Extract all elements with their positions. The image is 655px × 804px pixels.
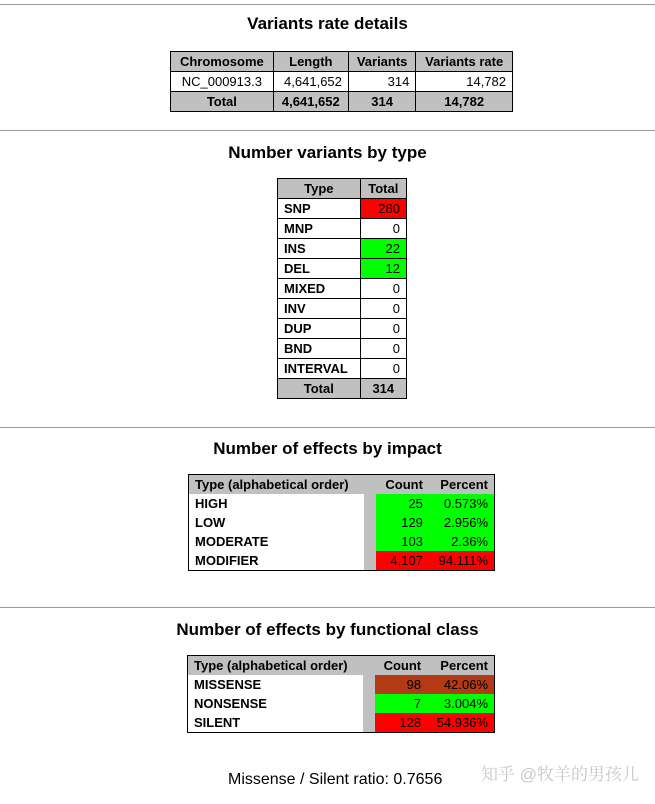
spacer [363, 713, 375, 733]
total-cell: 280 [360, 199, 406, 219]
type-cell: MODIFIER [195, 553, 259, 568]
spacer [364, 513, 376, 532]
table-row [278, 319, 407, 339]
header-count: Count [375, 656, 427, 676]
cell-length: 4,641,652 [273, 72, 348, 92]
header-count: Count [376, 475, 428, 495]
divider [0, 130, 655, 131]
count-cell: 98 [375, 675, 427, 694]
effects-by-class-table [187, 655, 495, 733]
section-title-effects-by-impact: Number of effects by impact [213, 439, 442, 458]
total-cell: 0 [360, 279, 406, 299]
count-cell: 129 [376, 513, 428, 532]
header-chromosome: Chromosome [171, 52, 274, 72]
table-row [278, 359, 407, 379]
total-cell: 12 [360, 259, 406, 279]
variants-rate-table [170, 51, 513, 112]
total-row [171, 92, 513, 112]
type-cell: MNP [278, 219, 361, 239]
total-variants-rate: 14,782 [416, 92, 513, 112]
spacer [363, 656, 375, 676]
table-row [278, 199, 407, 219]
total-cell: 0 [360, 299, 406, 319]
header-variants-rate: Variants rate [416, 52, 513, 72]
type-cell: NONSENSE [194, 696, 267, 711]
total-label: Total [171, 92, 274, 112]
total-length: 4,641,652 [273, 92, 348, 112]
count-cell: 103 [376, 532, 428, 551]
table-row [188, 694, 495, 713]
spacer [364, 475, 376, 495]
spacer [363, 675, 375, 694]
type-cell: INTERVAL [278, 359, 361, 379]
cell-variants: 314 [348, 72, 415, 92]
table-row [278, 279, 407, 299]
table-row [189, 513, 495, 532]
type-cell: INV [278, 299, 361, 319]
type-cell: LOW [195, 515, 226, 530]
header-type: Type (alphabetical order) [189, 475, 365, 495]
table-row [188, 675, 495, 694]
table-row [278, 339, 407, 359]
table-row [278, 239, 407, 259]
count-cell: 7 [375, 694, 427, 713]
divider [0, 427, 655, 428]
type-cell: MIXED [278, 279, 361, 299]
section-title-variants-by-type: Number variants by type [228, 143, 427, 162]
header-type: Type [278, 179, 361, 199]
divider [0, 4, 655, 5]
total-cell: 0 [360, 339, 406, 359]
type-cell: MODERATE [195, 534, 269, 549]
variants-by-type-table [277, 178, 407, 399]
total-cell: 0 [360, 359, 406, 379]
type-cell: SILENT [194, 715, 241, 730]
table-row [188, 713, 495, 733]
total-cell: 0 [360, 219, 406, 239]
table-row [278, 219, 407, 239]
section-title-variants-rate: Variants rate details [247, 14, 408, 33]
percent-cell: 0.573% [429, 494, 495, 513]
cell-variants-rate: 14,782 [416, 72, 513, 92]
header-variants: Variants [348, 52, 415, 72]
type-cell: MISSENSE [194, 677, 262, 692]
table-row [278, 299, 407, 319]
total-value: 314 [360, 379, 406, 399]
type-cell: HIGH [195, 496, 228, 511]
percent-cell: 42.06% [427, 675, 494, 694]
type-cell: DUP [278, 319, 361, 339]
spacer [363, 694, 375, 713]
type-cell: BND [278, 339, 361, 359]
effects-by-impact-table [188, 474, 495, 571]
percent-cell: 2.956% [429, 513, 495, 532]
header-percent: Percent [427, 656, 494, 676]
table-row [189, 551, 495, 571]
percent-cell: 2.36% [429, 532, 495, 551]
percent-cell: 54.936% [427, 713, 494, 733]
header-type: Type (alphabetical order) [188, 656, 363, 676]
count-cell: 25 [376, 494, 428, 513]
type-cell: DEL [278, 259, 361, 279]
total-label: Total [278, 379, 361, 399]
watermark: 知乎 @牧羊的男孩儿 [481, 765, 639, 784]
table-row [189, 494, 495, 513]
total-cell: 0 [360, 319, 406, 339]
total-row [278, 379, 407, 399]
section-title-effects-by-functional-class: Number of effects by functional class [176, 620, 479, 639]
table-row [278, 259, 407, 279]
count-cell: 128 [375, 713, 427, 733]
table-row [189, 532, 495, 551]
spacer [364, 532, 376, 551]
missense-silent-ratio: Missense / Silent ratio: 0.7656 [228, 771, 443, 788]
header-percent: Percent [429, 475, 495, 495]
percent-cell: 3.004% [427, 694, 494, 713]
cell-chromosome: NC_000913.3 [171, 72, 274, 92]
spacer [364, 551, 376, 571]
type-cell: INS [278, 239, 361, 259]
type-cell: SNP [278, 199, 361, 219]
spacer [364, 494, 376, 513]
total-variants: 314 [348, 92, 415, 112]
table-row [171, 72, 513, 92]
header-total: Total [360, 179, 406, 199]
header-length: Length [273, 52, 348, 72]
total-cell: 22 [360, 239, 406, 259]
percent-cell: 94.111% [429, 551, 495, 571]
count-cell: 4,107 [376, 551, 428, 571]
divider [0, 607, 655, 608]
